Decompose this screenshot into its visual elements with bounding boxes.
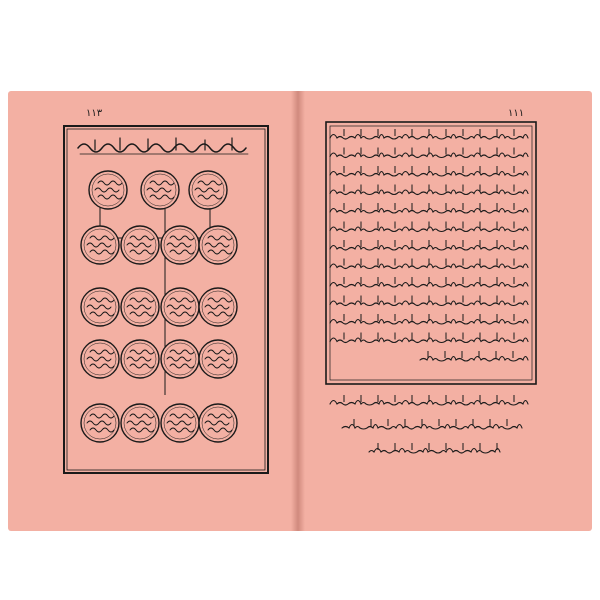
text-line: [330, 185, 528, 195]
seal-circle: [189, 171, 227, 209]
seal-circle: [81, 340, 119, 378]
text-line: [330, 259, 528, 269]
seal-circle: [141, 171, 179, 209]
seal-circle: [161, 404, 199, 442]
seal-circle: [199, 226, 237, 264]
text-line: [330, 240, 528, 250]
text-line: [330, 166, 528, 176]
left-page-number: ١١٣: [86, 108, 103, 119]
text-line: [330, 129, 528, 139]
text-line: [330, 277, 528, 287]
text-line: [330, 222, 528, 232]
right-page-text: [330, 129, 528, 361]
seal-circle: [161, 226, 199, 264]
seal-circle: [121, 340, 159, 378]
seal-circle: [89, 171, 127, 209]
seal-circle: [121, 404, 159, 442]
left-header-calligraphy: [78, 138, 248, 154]
closing-text-line: [369, 443, 500, 453]
text-line: [420, 351, 528, 361]
text-line: [330, 333, 528, 343]
seal-circle: [161, 288, 199, 326]
right-page-closing-text: [330, 395, 528, 453]
seal-circle: [121, 226, 159, 264]
right-page-number: ١١١: [508, 108, 525, 119]
closing-text-line: [342, 419, 522, 429]
seal-circle: [81, 404, 119, 442]
text-line: [330, 296, 528, 306]
seal-circle: [199, 404, 237, 442]
text-line: [330, 203, 528, 213]
right-frame: [326, 122, 536, 384]
text-line: [330, 148, 528, 158]
seal-circle: [81, 288, 119, 326]
closing-text-line: [330, 395, 528, 405]
seal-circle: [199, 288, 237, 326]
seal-grid: [81, 171, 237, 442]
seal-circle: [81, 226, 119, 264]
seal-circle: [199, 340, 237, 378]
text-line: [330, 314, 528, 324]
seal-circle: [121, 288, 159, 326]
seal-circle: [161, 340, 199, 378]
